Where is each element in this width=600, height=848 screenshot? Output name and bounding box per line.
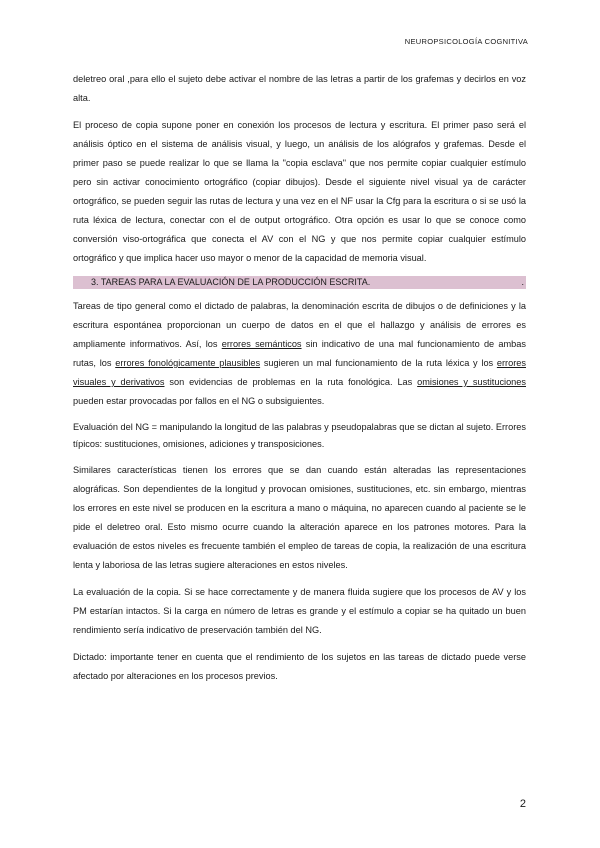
- page-number: 2: [519, 798, 526, 810]
- underlined-term-fonologicos: errores fonológicamente plausibles: [115, 358, 261, 368]
- underlined-term-omisiones: omisiones y sustituciones: [417, 377, 526, 387]
- document-body: [73, 70, 526, 694]
- paragraph-evaluacion-ng: Evaluación del NG = manipulando la longitud de las palabras y pseudopalabras que se dictan al sujeto. Errores típicos: sustituciones, omisiones, adiciones y transposiciones.: [73, 422, 526, 449]
- text-segment: pueden estar provocadas por fallos en el NG o subsiguientes.: [73, 396, 325, 406]
- running-header: NEUROPSICOLOGÍA COGNITIVA: [404, 37, 528, 46]
- underlined-term-visuales: errores visuales y derivativos: [73, 358, 526, 387]
- paragraph-deletreo: deletreo oral ,para ello el sujeto debe activar el nombre de las letras a partir de los grafemas y decirlos en voz alta.: [73, 74, 526, 103]
- text-segment: Si se hace correctamente y de manera fluida sugiere que los procesos de AV y los PM estarían intactos. Si la carga en número de letras es grande y el estímulo a copiar se ha quitado un buen rendimiento sería indicativo de preservación también del NG.: [73, 587, 526, 635]
- section-heading-trailing: .: [521, 277, 524, 287]
- paragraph-dictado: Dictado: importante tener en cuenta que el rendimiento de los sujetos en las tareas de dictado puede verse afectado por alteraciones en los procesos previos.: [73, 652, 526, 681]
- text-segment: sugieren un mal funcionamiento de la ruta léxica y los: [260, 358, 497, 368]
- paragraph-copia-proceso: El proceso de copia supone poner en conexión los procesos de lectura y escritura. El primer paso será el análisis óptico en el sistema de análisis visual, y luego, un análisis de los alógrafos y grafemas. Desde el primer paso se puede realizar lo que se llama la "copia esclava" que nos permite copiar cualquier estímulo pero sin activar conocimiento ortográfico (copiar dibujos). Desde el siguiente nivel visual ya de carácter ortográfico, se pueden seguir las rutas de lectura y una vez en el NF usar la Cfg para la escritura o si se usó la ruta léxica de lectura, conectar con el de output ortográfico. Otra opción es usar lo que se conoce como conversión viso-ortográfica que conecta el AV con el NG y que nos permite copiar cualquier estímulo ortográfico y que implica hacer uso mayor o menor de la capacidad de memoria visual.: [73, 120, 526, 263]
- section-heading-3: [73, 276, 526, 289]
- text-segment: son evidencias de problemas en la ruta fonológica. Las: [164, 377, 418, 387]
- paragraph-evaluacion-copia: [73, 583, 526, 640]
- text-segment: Tareas de tipo general como el dictado de palabras, la denominación escrita de dibujos o de definiciones y la escritura espontánea proporcionan un cuerpo de datos en el que el hallazgo y análisis de errores es ampliamente informativos. Así, los: [73, 301, 526, 349]
- paragraph-tareas-generales: [73, 297, 526, 411]
- paragraph-lead: La evaluación de la copia.: [73, 587, 182, 597]
- text-segment: sin indicativo de una mal funcionamiento de ambas rutas, los: [73, 339, 526, 368]
- paragraph-alograficas: Similares características tienen los errores que se dan cuando están alteradas las representaciones alográficas. Son dependientes de la longitud y provocan omisiones, sustituciones, etc. sin embargo, mientras los errores en este nivel se producen en la escritura a mano o máquina, no aparecen cuando al paciente se le pide el deletreo oral. Esto mismo ocurre cuando la alteración aparece en los patrones motores. Para la evaluación de estos niveles es frecuente también el empleo de tareas de copia, la realización de una escritura lenta y laboriosa de las letras sugiere alteraciones en estos niveles.: [73, 465, 526, 570]
- section-heading-label: 3. TAREAS PARA LA EVALUACIÓN DE LA PRODUCCIÓN ESCRITA.: [91, 277, 371, 287]
- underlined-term-semanticos: errores semánticos: [221, 339, 302, 349]
